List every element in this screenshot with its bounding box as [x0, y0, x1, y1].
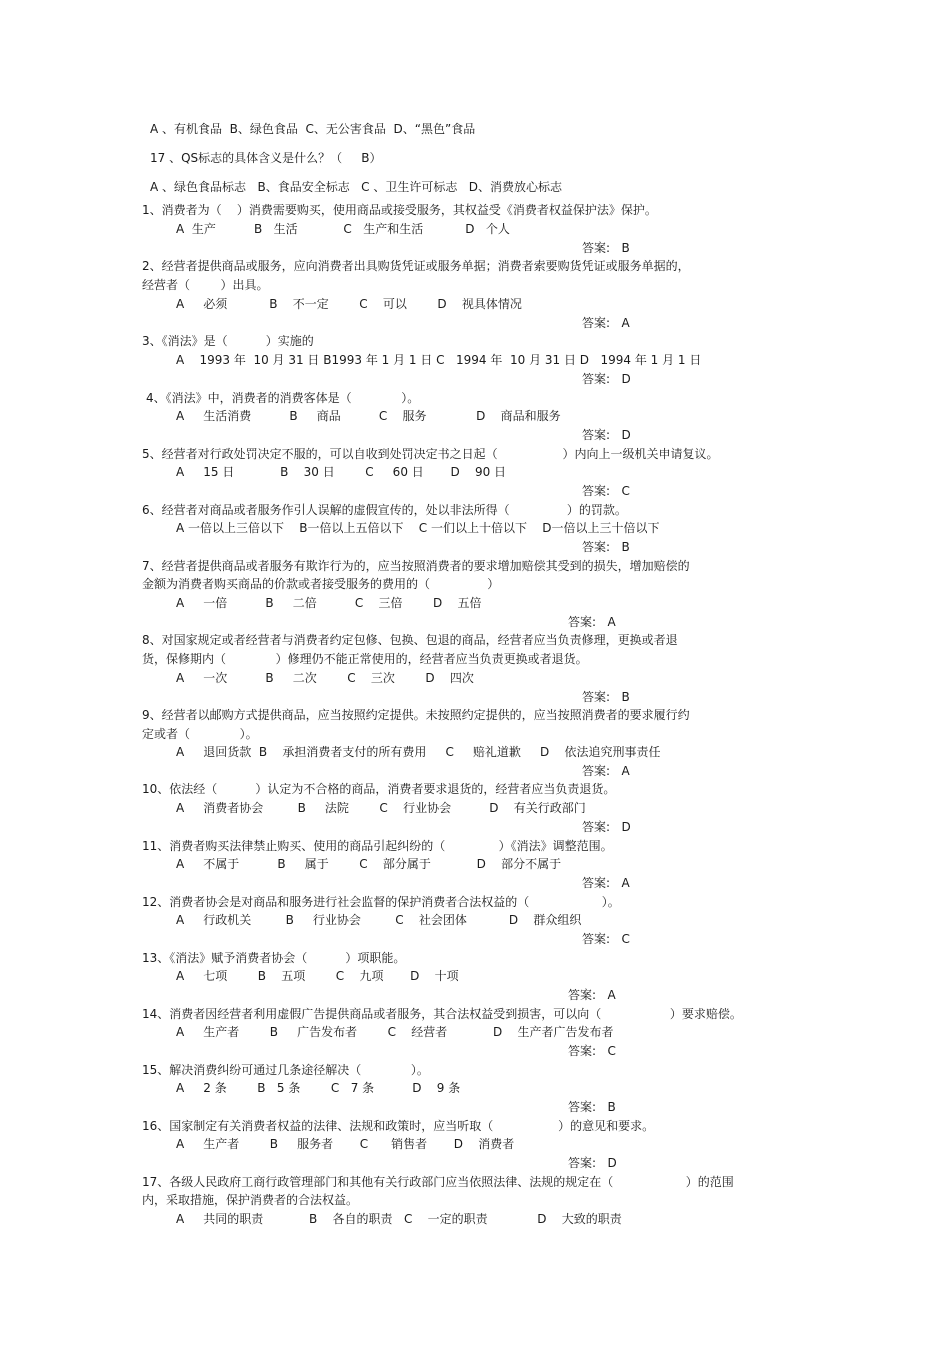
text-line-53: 16、国家制定有关消费者权益的法律、法规和政策时，应当听取（ ）的意见和要求。 — [142, 1119, 655, 1133]
text-line-23: 7、经营者提供商品或者服务有欺诈行为的，应当按照消费者的要求增加赔偿其受到的损失，增加赔偿的 — [142, 559, 690, 573]
answer-15: 答案: B — [568, 1100, 616, 1114]
text-line-29: A 一次 B 二次 C 三次 D 四次 — [176, 671, 474, 685]
text-line-57: 内，采取措施，保护消费者的合法权益。 — [142, 1193, 359, 1207]
text-line-45: A 七项 B 五项 C 九项 D 十项 — [176, 969, 459, 983]
text-line-4: 1、消费者为（ ）消费需要购买，使用商品或接受服务，其权益受《消费者权益保护法》保护。 — [142, 203, 657, 217]
text-line-25: A 一倍 B 二倍 C 三倍 D 五倍 — [176, 596, 482, 610]
text-line-11: 3、《消法》是（ ）实施的 — [142, 334, 314, 348]
answer-16: 答案: D — [568, 1156, 617, 1170]
text-line-33: A 退回货款 B 承担消费者支付的所有费用 C 赔礼道歉 D 依法追究刑事责任 — [176, 745, 661, 759]
text-line-39: A 不属于 B 属于 C 部分属于 D 部分不属于 — [176, 857, 562, 871]
text-line-18: A 15 日 B 30 日 C 60 日 D 90 日 — [176, 465, 507, 479]
answer-11: 答案: A — [582, 876, 630, 890]
answer-13: 答案: A — [568, 988, 616, 1002]
text-line-2: 17 、QS标志的具体含义是什么？（ B） — [150, 151, 382, 165]
text-line-56: 17、各级人民政府工商行政管理部门和其他有关行政部门应当依照法律、法规的规定在（ ）的范围 — [142, 1175, 734, 1189]
answer-12: 答案: C — [582, 932, 630, 946]
answer-6: 答案: B — [582, 540, 630, 554]
text-line-28: 货，保修期内（ ）修理仍不能正常使用的，经营者应当负责更换或者退货。 — [142, 652, 588, 666]
text-line-27: 8、对国家规定或者经营者与消费者约定包修、包换、包退的商品，经营者应当负责修理，更换或者退 — [142, 633, 678, 647]
text-line-48: A 生产者 B 广告发布者 C 经营者 D 生产者广告发布者 — [176, 1025, 614, 1039]
text-line-58: A 共同的职责 B 各自的职责 C 一定的职责 D 大致的职责 — [176, 1212, 622, 1226]
text-line-7: 2、经营者提供商品或服务，应向消费者出具购货凭证或服务单据；消费者索要购货凭证或服务单据的， — [142, 259, 690, 273]
text-line-51: A 2 条 B 5 条 C 7 条 D 9 条 — [176, 1081, 461, 1095]
text-line-44: 13、《消法》赋予消费者协会（ ）项职能。 — [142, 951, 406, 965]
text-line-31: 9、经营者以邮购方式提供商品，应当按照约定提供。未按照约定提供的，应当按照消费者的要求履行约 — [142, 708, 690, 722]
text-line-21: A 一倍以上三倍以下 B一倍以上五倍以下 C 一们以上十倍以下 D一倍以上三十倍以下 — [176, 521, 660, 535]
text-line-1: A 、有机食品 B、绿色食品 C、无公害食品 D、“黑色”食品 — [150, 122, 476, 136]
text-line-54: A 生产者 B 服务者 C 销售者 D 消费者 — [176, 1137, 515, 1151]
text-line-35: 10、依法经（ ）认定为不合格的商品，消费者要求退货的，经营者应当负责退货。 — [142, 782, 616, 796]
answer-1: 答案: B — [582, 241, 630, 255]
answer-10: 答案: D — [582, 820, 631, 834]
text-line-15: A 生活消费 B 商品 C 服务 D 商品和服务 — [176, 409, 561, 423]
answer-8: 答案: B — [582, 690, 630, 704]
text-line-36: A 消费者协会 B 法院 C 行业协会 D 有关行政部门 — [176, 801, 586, 815]
text-line-24: 金额为消费者购买商品的价款或者接受服务的费用的（ ） — [142, 577, 500, 591]
answer-9: 答案: A — [582, 764, 630, 778]
text-line-32: 定或者（ ）。 — [142, 727, 258, 741]
text-line-8: 经营者（ ）出具。 — [142, 278, 269, 292]
text-line-5: A 生产 B 生活 C 生产和生活 D 个人 — [176, 222, 510, 236]
text-line-42: A 行政机关 B 行业协会 C 社会团体 D 群众组织 — [176, 913, 582, 927]
text-line-3: A 、绿色食品标志 B、食品安全标志 C 、卫生许可标志 D、消费放心标志 — [150, 180, 563, 194]
answer-5: 答案: C — [582, 484, 630, 498]
answer-3: 答案: D — [582, 372, 631, 386]
answer-14: 答案: C — [568, 1044, 616, 1058]
text-line-50: 15、解决消费纠纷可通过几条途径解决（ ）。 — [142, 1063, 429, 1077]
text-line-9: A 必须 B 不一定 C 可以 D 视具体情况 — [176, 297, 522, 311]
text-line-38: 11、消费者购买法律禁止购买、使用的商品引起纠纷的（ ）《消法》调整范围。 — [142, 839, 613, 853]
text-line-20: 6、经营者对商品或者服务作引人误解的虚假宣传的，处以非法所得（ ）的罚款。 — [142, 503, 627, 517]
text-line-12: A 1993 年 10 月 31 日 B1993 年 1 月 1 日 C 1994 年 10 月 31 日 D 1994 年 1 月 1 日 — [176, 353, 702, 367]
text-line-47: 14、消费者因经营者利用虚假广告提供商品或者服务，其合法权益受到损害，可以向（ ）要求赔偿。 — [142, 1007, 742, 1021]
answer-7: 答案: A — [568, 615, 616, 629]
text-line-17: 5、经营者对行政处罚决定不服的，可以自收到处罚决定书之日起（ ）内向上一级机关申请复议。 — [142, 447, 719, 461]
text-line-14: 4、《消法》中，消费者的消费客体是（ ）。 — [146, 391, 420, 405]
answer-2: 答案: A — [582, 316, 630, 330]
answer-4: 答案: D — [582, 428, 631, 442]
text-line-41: 12、消费者协会是对商品和服务进行社会监督的保护消费者合法权益的（ ）。 — [142, 895, 620, 909]
